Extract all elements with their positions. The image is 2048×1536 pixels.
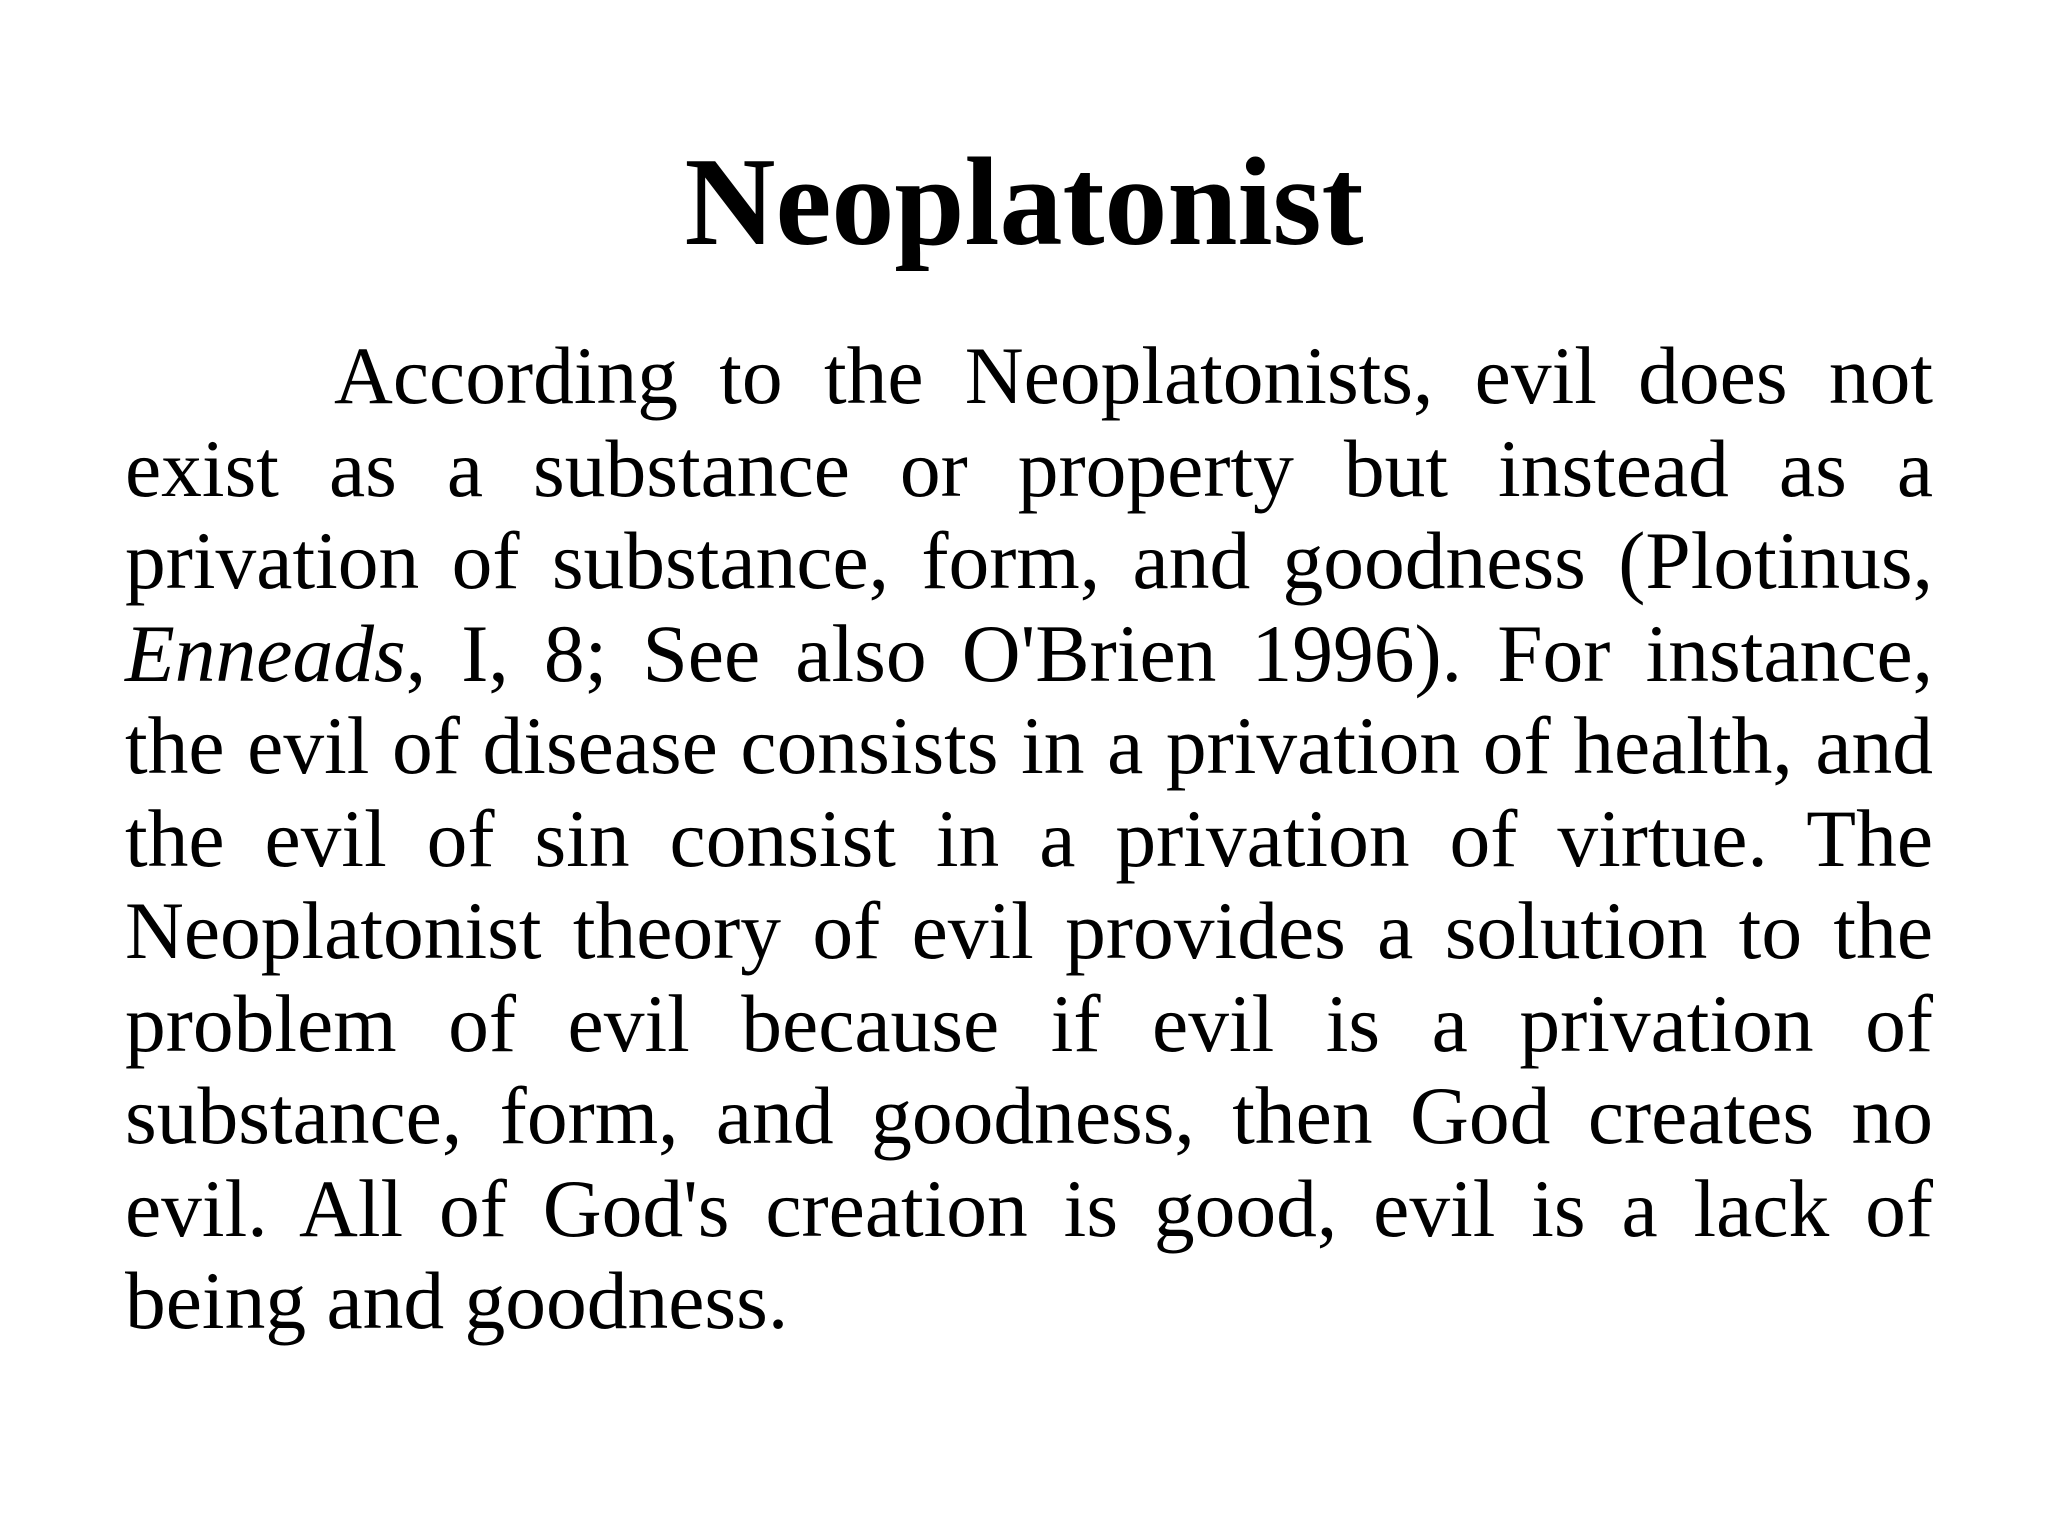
body-paragraph (125, 330, 1933, 1348)
slide-title: Neoplatonist (684, 133, 1364, 272)
body-text-part-1: According to the Neoplatonists, evil does not exist as a substance or property but instead as a privation of substance, form, and goodness (Plotinus, (125, 330, 1933, 606)
book-title-enneads: Enneads (125, 607, 406, 699)
body-text-part-2: , I, 8; See also O'Brien 1996). For instance, the evil of disease consists in a privation of health, and the evil of sin consist in a privation of virtue. The Neoplatonist theory of evil provides a solution to the problem of evil because if evil is a privation of substance, form, and goodness, then God creates no evil. All of God's creation is good, evil is a lack of being and goodness. (125, 607, 1933, 1346)
